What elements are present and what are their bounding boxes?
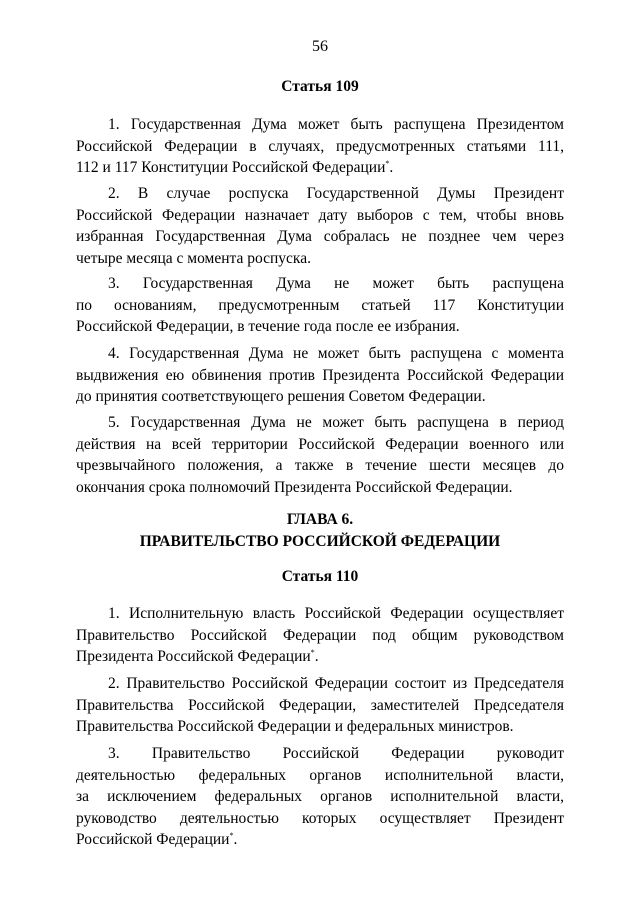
paragraph-line: действия на всей территории Российской Федерации военного или	[76, 435, 564, 453]
article-109-paragraph-3	[76, 273, 564, 338]
paragraph-line: Правительства Российской Федерации, заместителей Председателя	[76, 696, 564, 714]
chapter-name: ПРАВИТЕЛЬСТВО РОССИЙСКОЙ ФЕДЕРАЦИИ	[139, 533, 501, 550]
chapter-number: ГЛАВА 6.	[286, 511, 354, 528]
article-109-title: Статья 109	[281, 78, 359, 95]
footnote-mark: *	[229, 830, 234, 840]
paragraph-line: по основаниям, предусмотренным статьей 117 Конституции	[76, 296, 564, 314]
paragraph-line: 1. Государственная Дума может быть распущена Президентом	[108, 116, 564, 133]
paragraph-line: Российской Федерации назначает дату выборов с тем, чтобы вновь	[76, 206, 564, 224]
article-110-paragraph-1	[76, 603, 564, 668]
paragraph-line: окончания срока полномочий Президента Российской Федерации.	[76, 478, 513, 496]
paragraph-line: избранная Государственная Дума собралась не позднее чем через	[76, 228, 564, 245]
paragraph-line: 4. Государственная Дума не может быть распущена с момента	[108, 345, 564, 362]
paragraph-line: Правительства Российской Федерации и федеральных министров.	[76, 718, 514, 735]
article-109-paragraph-5	[76, 412, 564, 498]
paragraph-line	[76, 157, 564, 179]
article-110-title: Статья 110	[281, 568, 359, 585]
paragraph-line: 2. Правительство Российской Федерации состоит из Председателя	[108, 675, 564, 692]
chapter-heading	[76, 509, 564, 553]
line-text: Российской Федерации	[76, 831, 230, 848]
paragraph-line: чрезвычайного положения, а также в течение шести месяцев до	[76, 457, 564, 474]
line-text: Президента Российской Федерации	[76, 648, 311, 665]
paragraph-line	[76, 646, 564, 668]
paragraph-line: Российской Федерации, в течение года после ее избрания.	[76, 318, 460, 335]
paragraph-line: за исключением федеральных органов исполнительной власти,	[76, 788, 564, 805]
line-end: .	[314, 648, 319, 665]
paragraph-line: до принятия соответствующего решения Советом Федерации.	[76, 388, 486, 405]
article-109-paragraph-4	[76, 343, 564, 408]
footnote-mark: *	[385, 158, 390, 168]
paragraph-line: 5. Государственная Дума не может быть распущена в период	[108, 414, 564, 431]
paragraph-line: Российской Федерации в случаях, предусмотренных статьями 111,	[76, 137, 564, 155]
page-number: 56	[312, 38, 328, 55]
paragraph-line	[76, 829, 564, 851]
paragraph-line: 3. Государственная Дума не может быть распущена	[108, 275, 564, 292]
paragraph-line: выдвижения ею обвинения против Президента Российской Федерации	[76, 366, 564, 384]
paragraph-line: 1. Исполнительную власть Российской Федерации осуществляет	[108, 605, 564, 622]
footnote-mark: *	[310, 647, 315, 657]
line-text: 112 и 117 Конституции Российской Федерации	[76, 159, 386, 176]
line-end: .	[233, 831, 238, 848]
line-end: .	[389, 159, 394, 176]
paragraph-line: 2. В случае роспуска Государственной Думы Президент	[108, 185, 564, 202]
article-110-paragraph-2	[76, 673, 564, 738]
article-109-paragraph-2	[76, 183, 564, 269]
paragraph-line: деятельностью федеральных органов исполнительной власти,	[76, 766, 564, 784]
paragraph-line: 3. Правительство Российской Федерации руководит	[108, 745, 564, 762]
paragraph-line: Правительство Российской Федерации под общим руководством	[76, 626, 564, 644]
paragraph-line: руководство деятельностью которых осуществляет Президент	[76, 809, 564, 827]
article-110-paragraph-3	[76, 743, 564, 851]
paragraph-line: четыре месяца с момента роспуска.	[76, 249, 311, 267]
article-109-paragraph-1	[76, 114, 564, 179]
